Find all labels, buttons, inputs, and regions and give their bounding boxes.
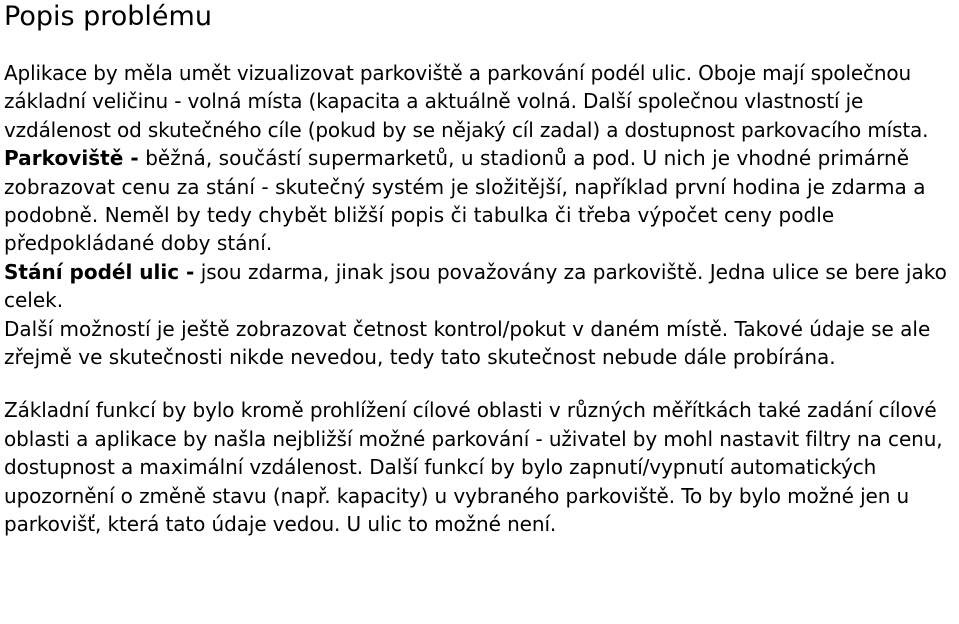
street-parking-text: jsou zdarma, jinak jsou považovány za parkoviště. Jedna ulice se bere jako celek. bbox=[4, 259, 947, 313]
parking-label: Parkoviště - bbox=[4, 146, 139, 171]
functions-paragraph: Základní funkcí by bylo kromě prohlížení cílové oblasti v různých měřítkách také zadání cílové oblasti a aplikace by našla nejbližší možné parkování - uživatel by mohl nastavit filtry na cenu, dostupnost a maximální vzdálenost. Další funkcí by bylo zapnutí/vypnutí automatických upozornění o změně stavu (např. kapacity) u vybraného parkoviště. To by bylo možné jen u parkovišť, která tato údaje vedou. U ulic to možné není. bbox=[4, 398, 943, 537]
document-page bbox=[4, 0, 956, 539]
street-parking-paragraph bbox=[4, 258, 956, 315]
page-title: Popis problému bbox=[4, 1, 212, 32]
parking-paragraph bbox=[4, 144, 956, 258]
street-parking-label: Stání podél ulic - bbox=[4, 259, 195, 284]
parking-text: běžná, součástí supermarketů, u stadionů a pod. U nich je vhodné primárně zobrazovat cenu za stání - skutečný systém je složitější, například první hodina je zdarma a podobně. Neměl by tedy chybět bližší popis či tabulka či třeba výpočet ceny podle předpokládané doby stání. bbox=[4, 146, 926, 256]
controls-paragraph: Další možností je ještě zobrazovat četnost kontrol/pokut v daném místě. Takové údaje se ale zřejmě ve skutečnosti nikde nevedou, tedy tato skutečnost nebude dále probírána. bbox=[4, 316, 931, 370]
paragraph-spacer bbox=[4, 371, 956, 396]
intro-paragraph: Aplikace by měla umět vizualizovat parkoviště a parkování podél ulic. Oboje mají společnou základní veličinu - volná místa (kapacita a aktuálně volná. Další společnou vlastností je vzdálenost od skutečného cíle (pokud by se nějaký cíl zadal) a dostupnost parkovacího místa. bbox=[4, 61, 929, 142]
